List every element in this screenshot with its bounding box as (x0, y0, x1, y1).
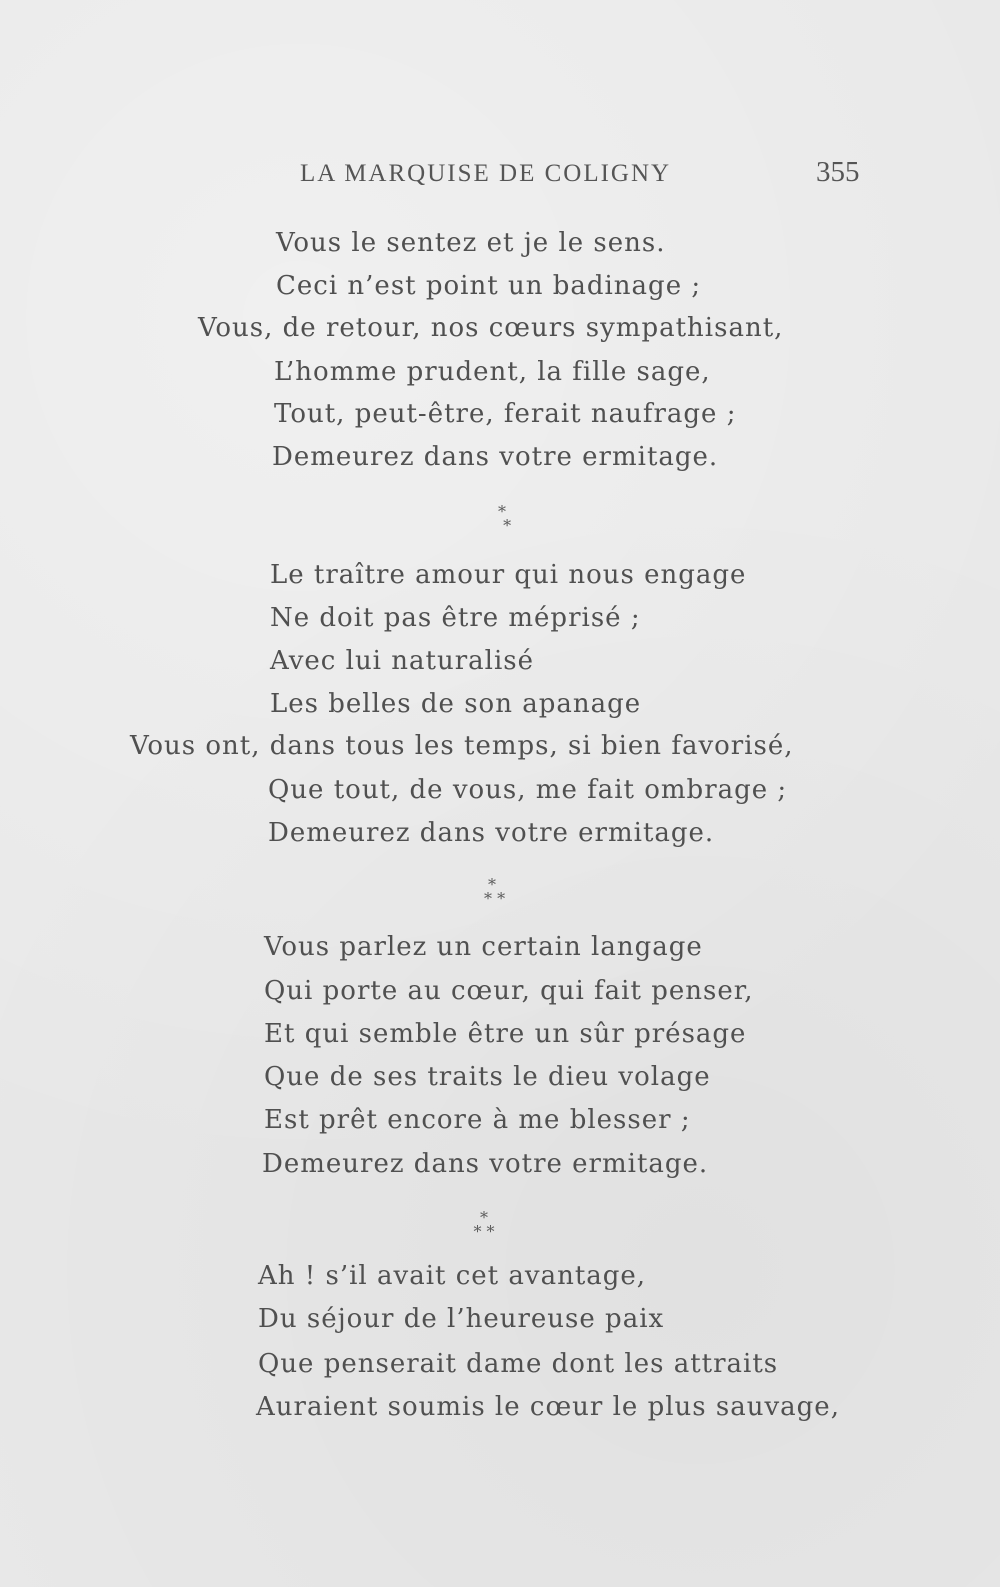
poem-line: Tout, peut-être, ferait naufrage ; (274, 399, 737, 429)
poem-line: Vous ont, dans tous les temps, si bien favorisé, (130, 731, 794, 761)
poem-line: Que tout, de vous, me fait ombrage ; (268, 775, 788, 805)
poem-line: Ne doit pas être méprisé ; (270, 603, 641, 633)
poem-line: Du séjour de l’heureuse paix (258, 1304, 665, 1334)
asterism-divider: * * * (473, 1208, 495, 1241)
poem-line: Auraient soumis le cœur le plus sauvage, (256, 1392, 840, 1422)
poem-line: Et qui semble être un sûr présage (264, 1019, 747, 1049)
poem-line: Le traître amour qui nous engage (270, 560, 747, 590)
poem-line: Vous parlez un certain langage (264, 932, 703, 962)
asterism-divider: * * (492, 502, 512, 535)
poem-line: Demeurez dans votre ermitage. (268, 818, 715, 848)
page-number: 355 (816, 156, 860, 188)
poem-line: Demeurez dans votre ermitage. (272, 442, 719, 472)
poem-line: Demeurez dans votre ermitage. (262, 1149, 709, 1179)
poem-line: L’homme prudent, la fille sage, (274, 357, 711, 387)
poem-line: Ah ! s’il avait cet avantage, (258, 1261, 647, 1291)
poem-line: Que de ses traits le dieu volage (264, 1062, 711, 1092)
poem-line: Les belles de son apanage (270, 689, 642, 719)
poem-line: Que penserait dame dont les attraits (258, 1349, 779, 1379)
poem-line: Avec lui naturalisé (270, 646, 534, 676)
poem-line: Ceci n’est point un badinage ; (276, 271, 702, 301)
poem-line: Vous le sentez et je le sens. (276, 228, 666, 258)
poem-line: Vous, de retour, nos cœurs sympathisant, (198, 313, 784, 343)
asterism-divider: * * * (478, 875, 506, 908)
poem-line: Qui porte au cœur, qui fait penser, (264, 976, 754, 1006)
poem-line: Est prêt encore à me blesser ; (264, 1105, 691, 1135)
running-title: LA MARQUISE DE COLIGNY (300, 160, 672, 187)
